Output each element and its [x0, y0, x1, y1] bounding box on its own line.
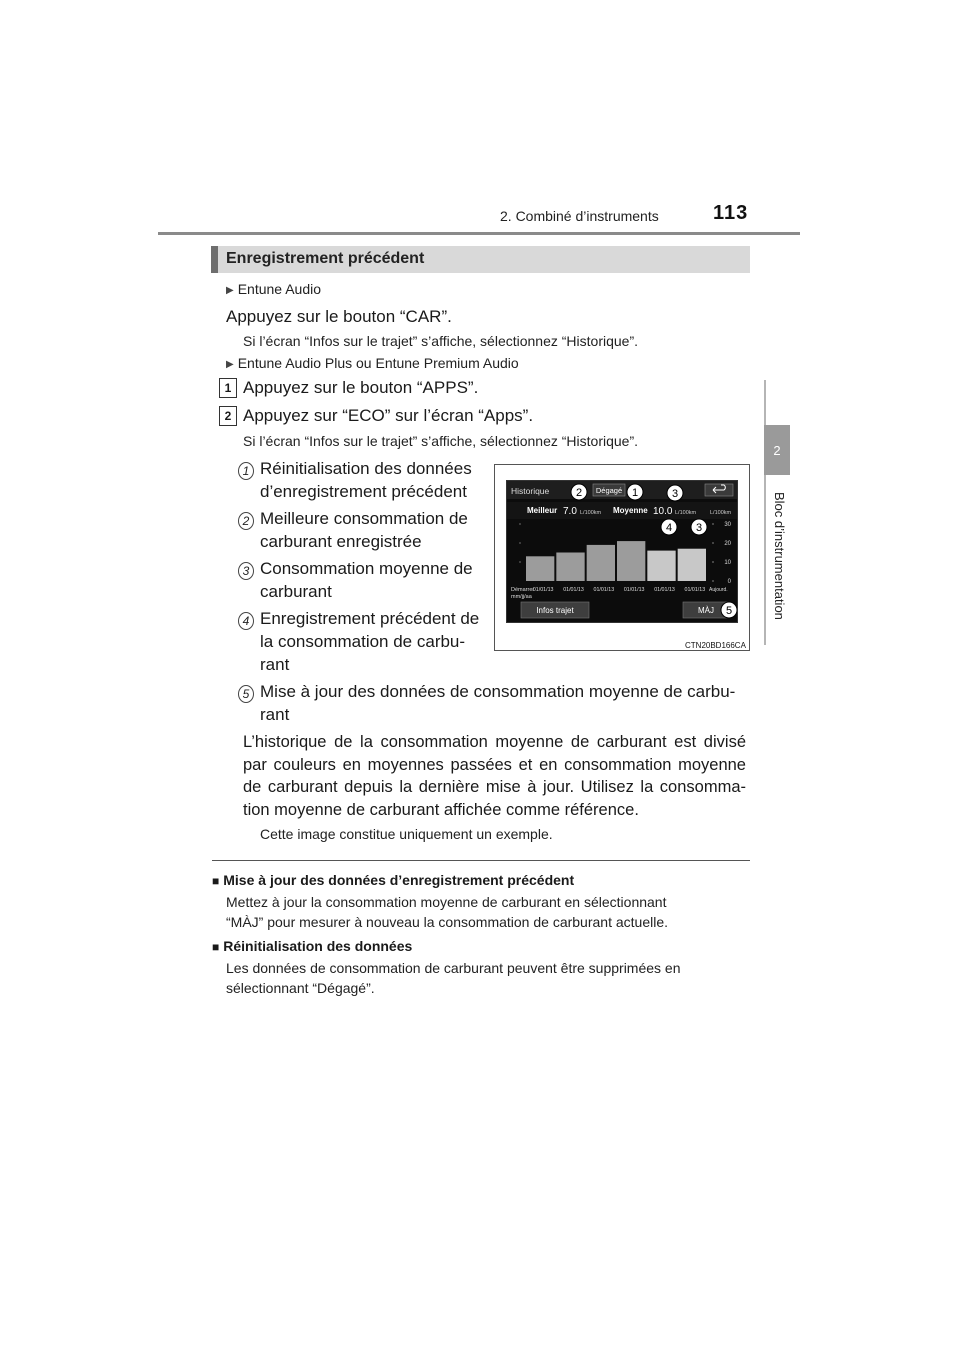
callout-2-line2: carburant enregistrée	[260, 532, 422, 551]
figure-badge-3a	[667, 485, 683, 501]
audio-basic-label: ▶ Entune Audio	[226, 281, 321, 297]
chart-bar	[617, 541, 645, 581]
basic-note: Si l’écran “Infos sur le trajet” s’affiche, sélectionnez “Historique”.	[243, 333, 639, 349]
callout-3-line2: carburant	[260, 582, 332, 601]
average-unit: L/100km	[675, 510, 697, 516]
note-1-heading: ■ Mise à jour des données d’enregistrement précédent	[212, 872, 574, 888]
notes-rule	[212, 860, 750, 861]
x-tick-label: 01/01/13	[532, 587, 554, 593]
history-paragraph: L’historique de la consommation moyenne de carburant est divisé par couleurs en moyennes passées et en consommation moyenne de carburant depuis la dernière mise à jour. Utilisez la consomma-tion moyenne de carburant affichée comme référence.	[243, 733, 746, 819]
trip-info-label: Infos trajet	[536, 606, 574, 615]
chart-bar	[587, 545, 615, 581]
x-tick-label: 01/01/13	[654, 587, 675, 593]
callout-number-5: 5	[238, 685, 254, 703]
chart-bar	[678, 549, 706, 581]
callout-4-line1: Enregistrement précédent de	[260, 609, 480, 628]
chart-bar	[647, 551, 675, 581]
y-tick-label: 10	[724, 560, 731, 566]
side-line-bottom	[764, 475, 766, 645]
svg-text:3: 3	[671, 488, 679, 500]
update-label: MÀJ	[698, 606, 714, 615]
figure-badge-3b	[691, 519, 707, 535]
chapter-tab: 2	[764, 425, 790, 475]
figure-badge-1	[627, 484, 643, 500]
note-2-line1: Les données de consommation de carburant peuvent être supprimées en	[226, 960, 681, 976]
callout-number-3: 3	[238, 562, 254, 580]
figure-badge-5	[721, 602, 737, 618]
history-screen-svg	[507, 481, 738, 623]
step-2-text: Appuyez sur “ECO” sur l’écran “Apps”.	[243, 406, 534, 425]
date-format-label: mm/jj/aa	[511, 594, 532, 600]
x-tick-label: 01/01/13	[623, 587, 645, 593]
chapter-label: Bloc d’instrumentation	[772, 492, 787, 620]
basic-step: Appuyez sur le bouton “CAR”.	[226, 307, 452, 326]
clear-button-label: Dégagé	[595, 486, 623, 495]
best-unit: L/100km	[580, 510, 602, 516]
note-2-heading: ■ Réinitialisation des données	[212, 938, 412, 954]
callout-number-1: 1	[238, 462, 254, 480]
figure-badge-2	[571, 484, 587, 500]
bar-group	[526, 541, 706, 581]
step-number-2: 2	[219, 406, 237, 426]
today-label: Aujourd.	[709, 587, 728, 593]
screen-title: Historique	[511, 486, 550, 496]
average-value: 10.0	[653, 506, 673, 517]
x-tick-label: 01/01/13	[684, 587, 706, 593]
svg-text:3: 3	[695, 522, 703, 534]
svg-text:2: 2	[575, 487, 583, 499]
svg-text:4: 4	[665, 522, 673, 534]
section-banner	[211, 246, 750, 273]
step-1-text: Appuyez sur le bouton “APPS”.	[243, 378, 479, 397]
step-number-1: 1	[219, 378, 237, 398]
callout-5-line1: Mise à jour des données de consommation moyenne de carbu-	[260, 682, 736, 701]
svg-text:5: 5	[725, 605, 733, 617]
axis-unit: L/100km	[710, 510, 732, 516]
best-label: Meilleur	[527, 506, 558, 515]
chart-bar	[556, 553, 584, 582]
callout-2-line1: Meilleure consommation de	[260, 509, 468, 528]
y-tick-label: 20	[724, 541, 731, 547]
audio-plus-label: ▶ Entune Audio Plus ou Entune Premium Audio	[226, 355, 519, 371]
page-number: 113	[713, 202, 749, 224]
header-rule	[158, 232, 800, 235]
running-header-section: 2. Combiné d’instruments	[500, 208, 659, 224]
callout-number-2: 2	[238, 512, 254, 530]
callout-4-line3: rant	[260, 655, 290, 674]
callout-5-line2: rant	[260, 705, 290, 724]
plus-note: Si l’écran “Infos sur le trajet” s’affiche, sélectionnez “Historique”.	[243, 433, 639, 449]
x-tick-label: 01/01/13	[563, 587, 584, 593]
callout-3-line1: Consommation moyenne de	[260, 559, 473, 578]
side-line-top	[764, 380, 766, 425]
history-screen	[506, 480, 738, 623]
example-note: Cette image constitue uniquement un exemple.	[260, 826, 553, 842]
note-1-line2: “MÀJ” pour mesurer à nouveau la consommation de carburant actuelle.	[226, 914, 668, 930]
y-tick-label: 0	[727, 579, 731, 585]
svg-text:1: 1	[631, 487, 639, 499]
note-2-line2: sélectionnant “Dégagé”.	[226, 980, 375, 996]
callout-1-line2: d’enregistrement précédent	[260, 482, 467, 501]
average-label: Moyenne	[613, 506, 648, 515]
callout-1-line1: Réinitialisation des données	[260, 459, 472, 478]
callout-number-4: 4	[238, 612, 254, 630]
figure-code: CTN20BD166CA	[685, 641, 746, 650]
chart-bar	[526, 556, 554, 581]
figure-badge-4	[661, 519, 677, 535]
x-label-group	[533, 587, 705, 593]
best-value: 7.0	[563, 506, 577, 517]
start-label: Démarrer	[511, 587, 535, 593]
note-1-line1: Mettez à jour la consommation moyenne de carburant en sélectionnant	[226, 894, 667, 910]
y-tick-label: 30	[724, 522, 731, 528]
callout-4-line2: la consommation de carbu-	[260, 632, 466, 651]
section-title: Enregistrement précédent	[226, 250, 425, 267]
x-tick-label: 01/01/13	[593, 587, 615, 593]
